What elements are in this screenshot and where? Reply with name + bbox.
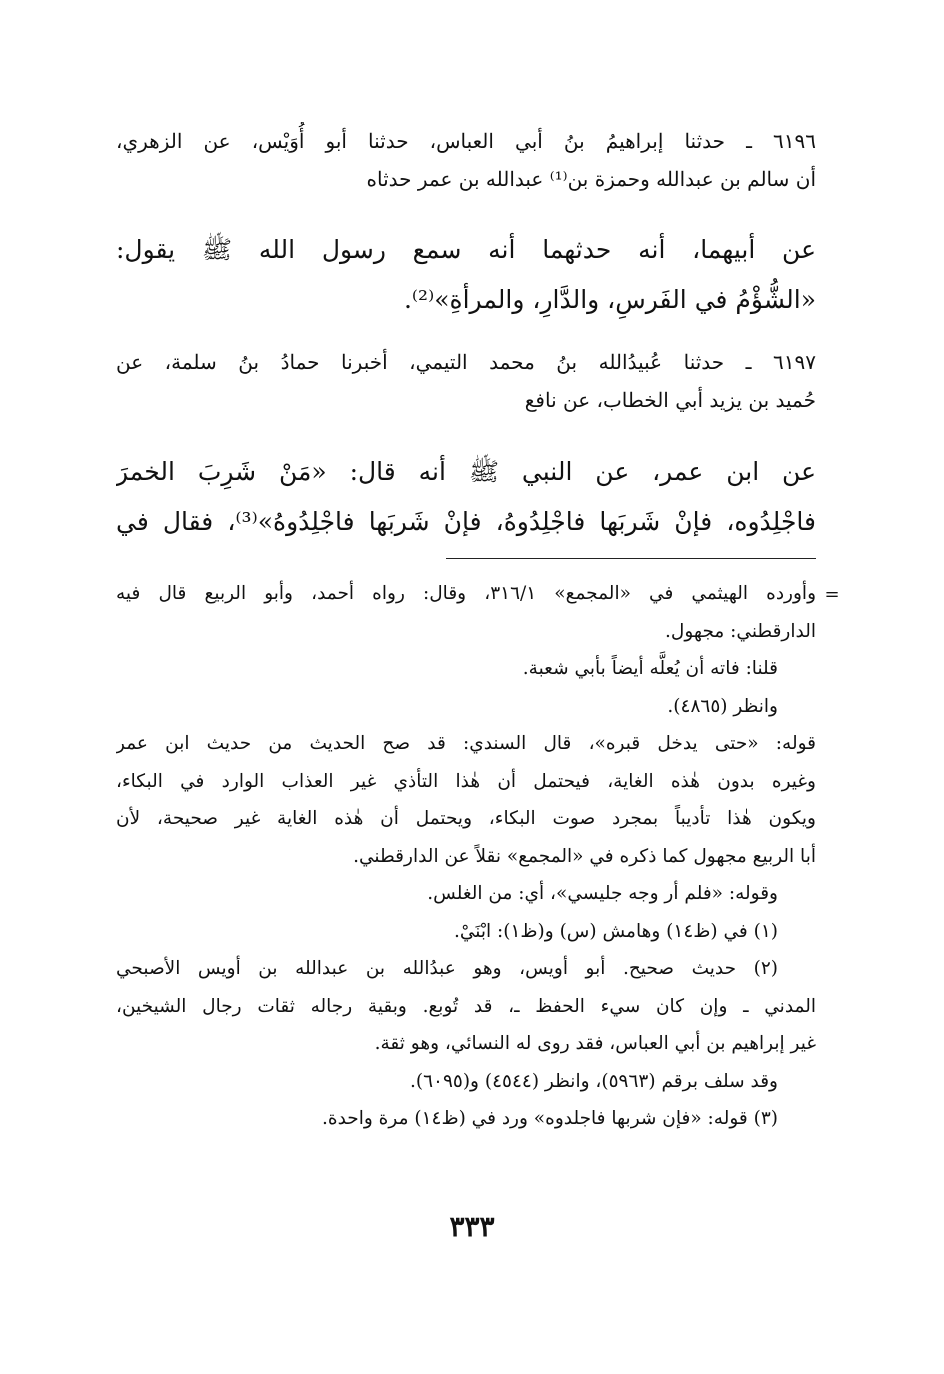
text-line: ٦١٩٧ ـ حدثنا عُبيدُالله بنُ محمد التيمي، أخبرنا حمادُ بنُ سلمة، عن (116, 350, 816, 374)
footnote-line: وقد سلف برقم (٥٩٦٣)، وانظر (٤٥٤٤) و(٦٠٩٥). (409, 1070, 778, 1092)
hadith-6196-matn (116, 225, 816, 325)
footnote-line: وقوله: «فلم أر وجه جليسي»، أي: من الغلس. (427, 883, 778, 904)
footnote-continuation-mark: = (824, 584, 840, 605)
footnote-1: (١) في (ظ١٤) وهامش (س) و(ظ١): ابْنَيْ. (453, 920, 778, 942)
text-line: عن ابن عمر، عن النبي ﷺ أنه قال: «مَنْ شَرِبَ الخمرَ (116, 457, 816, 486)
footnote-line: الدارقطني: مجهول. (665, 620, 816, 642)
footnote-3: (٣) قوله: «فإن شربها فاجلدوه» ورد في (ظ١٤) مرة واحدة. (322, 1108, 778, 1129)
footnote-line: وانظر (٤٨٦٥). (667, 695, 778, 717)
footnote-line: قلنا: فاته أن يُعلَّه أيضاً بأبي شعبة. (522, 658, 778, 679)
text-line: أن سالم بن عبدالله وحمزة بن⁽¹⁾ عبدالله بن عمر حدثاه (366, 167, 816, 191)
footnote-divider (446, 558, 816, 559)
hadith-6196-isnad (116, 122, 816, 198)
footnote-line: قوله: «حتى يدخل قبره»، قال السندي: قد صح الحديث من حديث ابن عمر (116, 733, 816, 754)
hadith-6197-isnad (116, 343, 816, 419)
footnote-line: غير إبراهيم بن أبي العباس، فقد روى له النسائي، وهو ثقة. (374, 1033, 816, 1054)
footnote-line: ويكون هٰذا تأديباً بمجرد صوت البكاء، ويحتمل أن هٰذه الغاية غير صحيحة، لأن (116, 808, 816, 829)
footnotes (116, 575, 816, 1138)
text-line: عن أبيهما، أنه حدثهما أنه سمع رسول الله ﷺ يقول: (116, 235, 816, 264)
text-line: فاجْلِدُوه، فإنْ شَربَها فاجْلِدُوهُ، فإنْ شَربَها فاجْلِدُوهُ»⁽³⁾، فقال في (116, 507, 816, 536)
text-line: «الشُّؤْمُ في الفَرسِ، والدَّارِ، والمرأةِ»⁽²⁾. (403, 285, 816, 314)
page-number: ٣٣٣ (449, 1210, 495, 1243)
text-line: حُميد بن يزيد أبي الخطاب، عن نافع (524, 388, 816, 412)
footnote-2: (٢) حديث صحيح. أبو أويس، وهو عبدُالله بن عبدالله بن أويس الأصبحي (116, 958, 778, 979)
footnote-line: وغيره بدون هٰذه الغاية، فيحتمل أن هٰذا التأذي غير العذاب الوارد في البكاء، (116, 770, 816, 792)
footnote-line: أبا الربيع مجهول كما ذكره في «المجمع» نقلاً عن الدارقطني. (353, 845, 816, 867)
footnote-line: وأورده الهيثمي في «المجمع» ٣١٦/١، وقال: رواه أحمد، وأبو الربيع قال فيه (116, 583, 816, 604)
footnote-line: المدني ـ وإن كان سيء الحفظ ـ، قد تُوبع. وبقية رجاله ثقات رجال الشيخين، (116, 995, 816, 1017)
hadith-6197-matn (116, 447, 816, 547)
text-line: ٦١٩٦ ـ حدثنا إبراهيمُ بنُ أبي العباس، حدثنا أبو أُوَيْس، عن الزهري، (116, 129, 816, 153)
